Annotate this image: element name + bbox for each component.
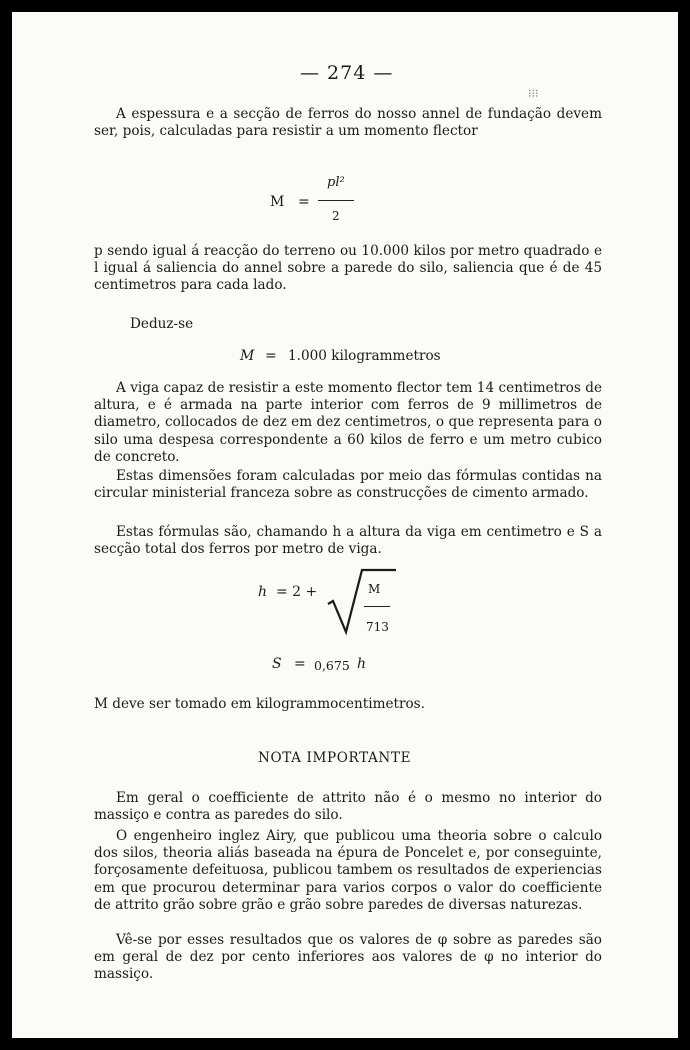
paragraph-intro: A espessura e a secção de ferros do nosso annel de fundação devem ser, pois, calculadas para resistir a um momento flector [94,106,602,140]
document-page [12,12,678,1038]
paragraph-airy: O engenheiro inglez Airy, que publicou uma theoria sobre o calculo dos silos, theoria aliás baseada na épura de Poncelet e, por conseguinte, forçosamente defeituosa, publicou tambem os resultados de experiencias em que procurou determinar para varios corpos o valor do coefficiente de attrito grão sobre grão e grão sobre paredes de diversas naturezas. [94,828,602,913]
paragraph-formulas: Estas fórmulas são, chamando h a altura da viga em centimetro e S a secção total dos ferros por metro de viga. [94,524,602,558]
formula-height-lhs: h [258,584,268,600]
formula-section-rhs: 0,675 [314,658,350,673]
formula-section-eq: = [294,656,306,672]
formula-height-denominator: 713 [366,620,389,634]
formula-height-numerator: M [368,582,381,596]
deduz-label: Deduz-se [130,316,194,332]
formula-deduced-eq: = [265,348,277,364]
paragraph-friction: Em geral o coefficiente de attrito não é o mesmo no interior do massiço e contra as paredes do silo. [94,790,602,824]
formula-moment-numerator: pl² [327,175,345,190]
fraction-bar [318,200,354,201]
formula-moment-denominator: 2 [332,209,340,223]
corner-stamp: ⁝⁝⁝ [528,87,539,100]
paragraph-beam: A viga capaz de resistir a este momento flector tem 14 centimetros de altura, e é armada na parte interior com ferros de 9 millimetros de diametro, collocados de dez em dez centimetros, o que representa para o silo uma despesa correspondente a 60 kilos de ferro e um metro cubico de concreto. [94,380,602,465]
formula-deduced-lhs: M [240,348,255,364]
formula-moment-lhs: M [270,194,285,210]
formula-section-var: h [357,656,367,672]
formula-moment-eq: = [298,194,310,210]
paragraph-results: Vê-se por esses resultados que os valores de φ sobre as paredes são em geral de dez por cento inferiores aos valores de φ no interior do massiço. [94,932,602,983]
section-heading: NOTA IMPORTANTE [258,750,412,766]
formula-section-lhs: S [272,656,282,672]
fraction-bar [364,606,390,607]
paragraph-variables: p sendo igual á reacção do terreno ou 10.000 kilos por metro quadrado e l igual á saliencia do annel sobre a parede do silo, saliencia que é de 45 centimetros para cada lado. [94,243,602,294]
formula-deduced-rhs: 1.000 kilogrammetros [288,348,441,364]
formula-height-eq: = 2 + [276,584,318,600]
paragraph-dimensions: Estas dimensões foram calculadas por meio das fórmulas contidas na circular ministerial franceza sobre as construcções de cimento armado. [94,468,602,502]
paragraph-units: M deve ser tomado em kilogrammocentimetros. [94,696,425,712]
page-number: — 274 — [300,62,394,84]
